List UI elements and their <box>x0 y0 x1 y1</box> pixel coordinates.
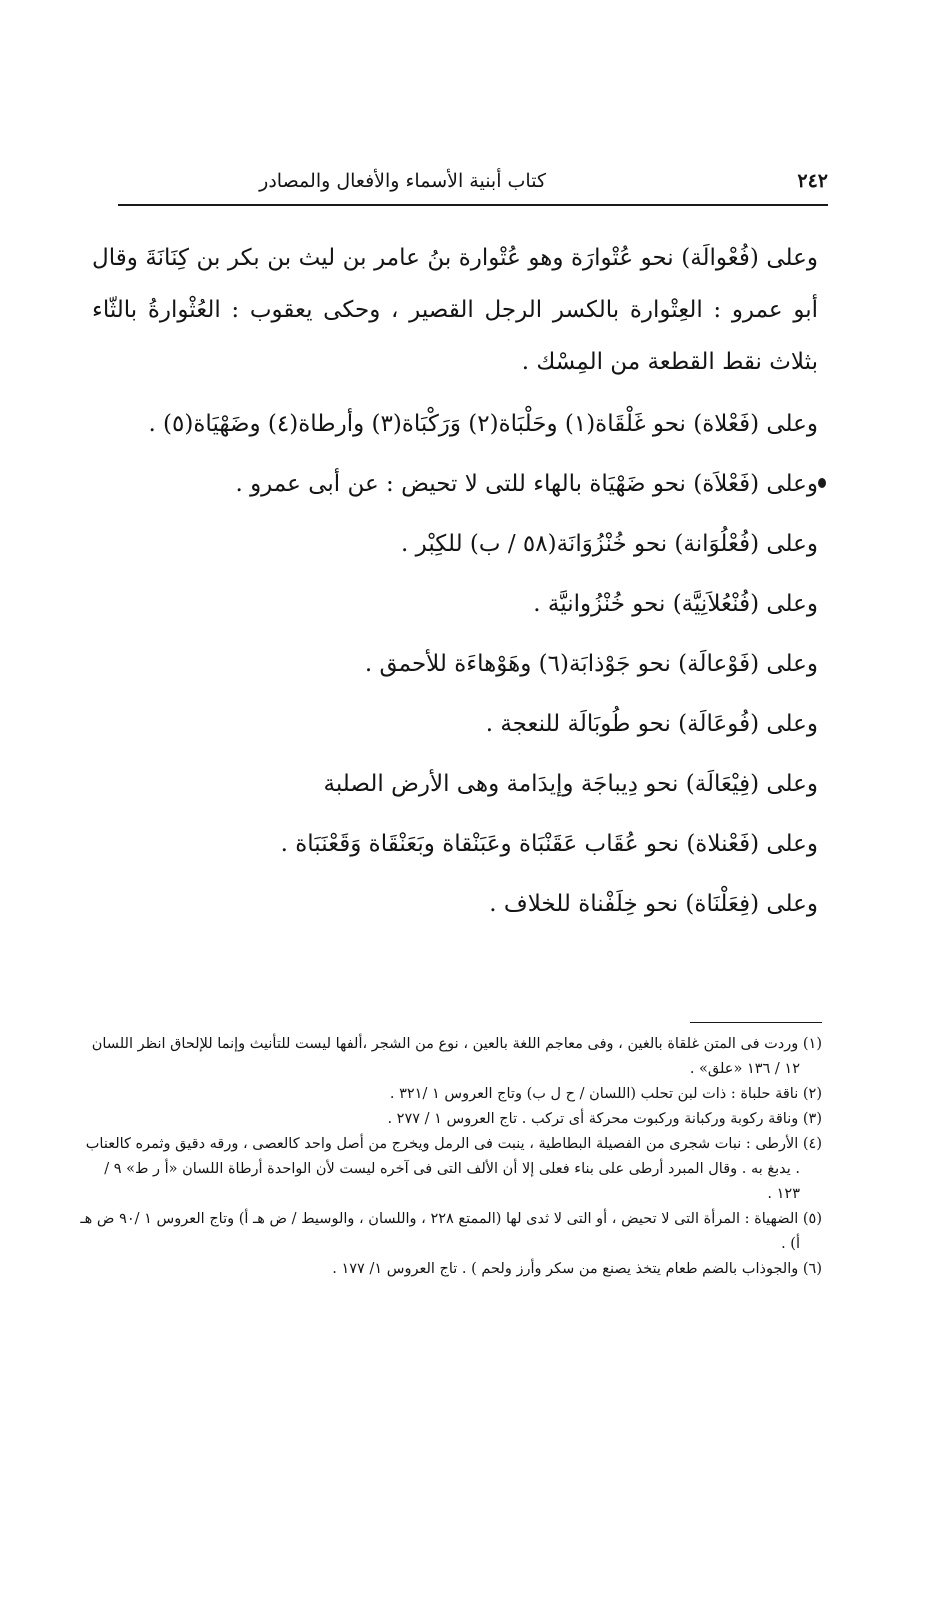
intro-paragraph: وعلى (فُعْوالَة) نحو عُتْوارَة وهو عُتْوارة بنُ عامر بن ليث بن بكر بن كِنَانَةَ وقال أبو عمرو : العِتْوارة بالكسر الرجل القصير ، وحكى يعقوب : العُثْوارةُ بالثّاء بثلاث نقط القطعة من المِسْك . <box>92 245 818 375</box>
entry-line: وعلى (فَعْنلاة) نحو عُقَاب عَقَنْبَاة وعَبَنْقاة وبَعَنْقَاة وَقَعْنَبَاة . <box>280 831 818 857</box>
entry-line: وعلى (فِيْعَالَة) نحو دِيباجَة وإيدَامة وهى الأرض الصلبة <box>323 771 818 797</box>
entry-line <box>92 454 818 514</box>
entry-line: وعلى (فُنْعُلاَنِيَّة) نحو خُنْزُوانيَّة . <box>533 591 818 617</box>
footnote: (٦) والجوذاب بالضم طعام يتخذ يصنع من سكر وأرز ولحم ) . تاج العروس ١/ ١٧٧ . <box>332 1261 822 1277</box>
running-header <box>118 168 828 206</box>
entry-line: وعلى (فُوعَالَة) نحو طُوبَالَة للنعجة . <box>485 711 818 737</box>
entry-text: وعلى (فَعْلاَة) نحو ضَهْيَاة بالهاء للتى لا تحيض : عن أبى عمرو . <box>235 471 818 497</box>
entry-line: وعلى (فَعْلاة) نحو غَلْقَاة(١) وحَلْبَاة(٢) وَرَكْبَاة(٣) وأرطاة(٤) وضَهْيَاة(٥) . <box>148 411 818 437</box>
footnote: (٣) وناقة ركوبة وركبانة وركبوت محركة أى تركب . تاج العروس ١ / ٢٧٧ . <box>387 1111 822 1127</box>
footnote: (٤) الأرطى : نبات شجرى من الفصيلة البطاطية ، ينبت فى الرمل ويخرج من أصل واحد كالعصى ، ورقه دقيق وثمره كالعناب . يدبغ به . وقال المبرد أرطى على بناء فعلى إلا أن الألف التى فى آخره ليست لأن الواحدة أرطاة اللسان «أ ر ط» ٩ / ١٢٣ . <box>85 1136 822 1202</box>
margin-mark <box>818 478 826 488</box>
footnote: (٥) الضهياة : المرأة التى لا تحيض ، أو التى لا ثدى لها (الممتع ٢٢٨ ، واللسان ، والوسيط / ض هـ أ) وتاج العروس ١ /٩٠ ض هـ أ) . <box>80 1211 822 1252</box>
main-text <box>92 232 818 934</box>
entry-line: وعلى (فَوْعالَة) نحو جَوْذابَة(٦) وهَوْهاءَة للأحمق . <box>364 651 818 677</box>
footnote: (١) وردت فى المتن غلقاة بالغين ، وفى معاجم اللغة بالعين ، نوع من الشجر ،ألفها ليست للتأنيث وإنما للإلحاق انظر اللسان ١٢ / ١٣٦ «علق» . <box>91 1036 822 1077</box>
entry-list <box>92 394 818 934</box>
entry-line: وعلى (فُعْلُوَانة) نحو خُنْزُوَانَة(٥٨ / ب) للكِبْر . <box>401 531 818 557</box>
page-number: ٢٤٢ <box>797 170 828 192</box>
footnote-separator <box>690 1022 822 1023</box>
footnote: (٢) ناقة حلباة : ذات لبن تحلب (اللسان / ح ل ب) وتاج العروس ١ /٣٢١ . <box>389 1086 822 1102</box>
header-title: كتاب أبنية الأسماء والأفعال والمصادر <box>259 170 546 192</box>
footnotes <box>80 1032 822 1282</box>
entry-line: وعلى (فِعَلْنَاة) نحو خِلَفْناة للخلاف . <box>489 891 818 917</box>
